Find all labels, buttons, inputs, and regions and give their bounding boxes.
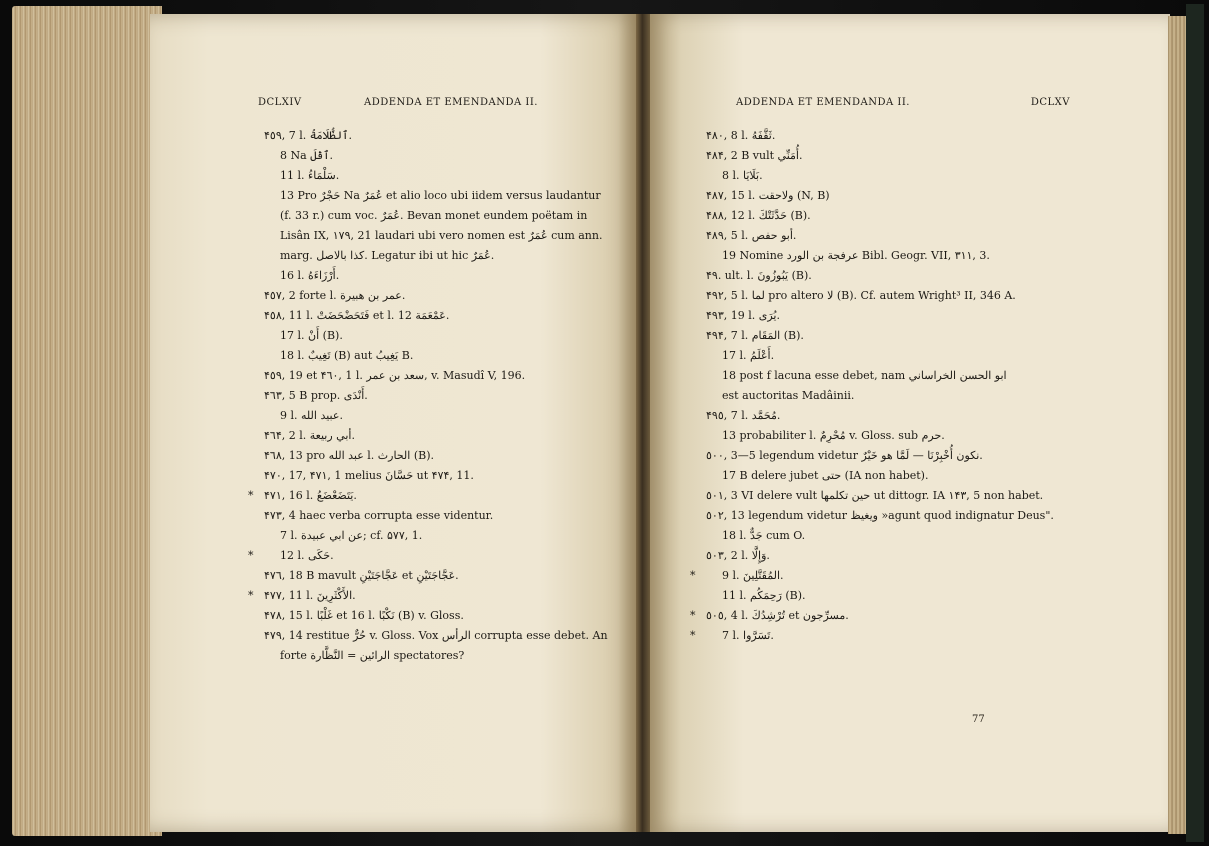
entry-text: 11 l. سَلْمَاءُ.	[280, 169, 340, 182]
left-page-edges	[12, 6, 162, 836]
entry-line	[690, 606, 1070, 626]
entry-line	[700, 406, 1070, 426]
entry-line	[700, 266, 1070, 286]
entry-line	[700, 326, 1070, 346]
entry-line	[700, 246, 1070, 266]
entry-text: 9 l. عبيد الله.	[280, 409, 343, 422]
entry-text: 18 l. جَدٌّ cum O.	[722, 529, 806, 542]
entry-text: ۴۷۳, 4 haec verba corrupta esse videntur.	[264, 509, 494, 522]
entry-line	[258, 146, 620, 166]
entry-line	[700, 526, 1070, 546]
entry-line	[258, 206, 620, 226]
entry-line	[700, 286, 1070, 306]
entry-line	[700, 366, 1070, 386]
entry-text: ۴۸۸, 12 l. حَدَّثَتْكَ (B).	[706, 209, 811, 222]
entry-line	[700, 206, 1070, 226]
entry-text: 13 probabiliter l. مُحْرِمٌ v. Gloss. sub حرم.	[722, 429, 945, 442]
book-gutter	[636, 14, 650, 832]
entry-line	[258, 346, 620, 366]
entry-text: 7 l. عن ابي عبيدة; cf. ۵۷۷, 1.	[280, 529, 423, 542]
entry-text: 13 Pro حَجْرٌ Na عُمَرٌ et alio loco ubi iidem versus laudantur	[280, 189, 601, 202]
entry-line	[248, 486, 620, 506]
entry-line	[258, 406, 620, 426]
asterisk-mark: *	[690, 629, 696, 642]
left-folio: DCLXIV	[258, 97, 302, 108]
entry-text: ۴۹۴, 7 l. المَقَام (B).	[706, 329, 804, 342]
right-running-head: ADDENDA ET EMENDANDA II.	[736, 97, 910, 108]
entry-text: 18 l. تَغِيبٌ (B) aut يَغِيبُ B.	[280, 349, 414, 362]
entry-text: 16 l. أَرْزَاءَهُ.	[280, 269, 340, 282]
entry-text: est auctoritas Madâinii.	[722, 389, 855, 402]
entry-line	[258, 326, 620, 346]
entry-text: 18 post f lacuna esse debet, nam ابو الحسن الخراساني	[722, 369, 1007, 382]
entry-line	[700, 506, 1070, 526]
entry-line	[248, 586, 620, 606]
right-entry-list	[690, 126, 1070, 646]
entry-text: 11 l. رَحِمَكُم (B).	[722, 589, 806, 602]
asterisk-mark: *	[690, 609, 696, 622]
book-cover-edge	[1186, 4, 1204, 842]
entry-text: 8 Na ٱقْلَ.	[280, 149, 334, 162]
entry-line	[258, 286, 620, 306]
entry-text: ۴۷۸, 15 l. غَلْبًا et 16 l. نَكْبًا (B) v. Gloss.	[264, 609, 464, 622]
right-page-text	[690, 96, 1070, 646]
entry-line	[690, 566, 1070, 586]
entry-line	[258, 226, 620, 246]
page-number: 77	[972, 714, 985, 725]
entry-text: ۴٦۴, 2 l. أبي ربيعة.	[264, 429, 355, 442]
entry-line	[700, 186, 1070, 206]
entry-line	[700, 446, 1070, 466]
entry-line	[690, 626, 1070, 646]
entry-line	[258, 126, 620, 146]
entry-line	[258, 266, 620, 286]
entry-line	[700, 306, 1070, 326]
right-running-header	[700, 96, 1070, 110]
entry-text: 17 l. أَعْلَمُ.	[722, 349, 775, 362]
entry-text: 7 l. تَسَرَّوا.	[722, 629, 774, 642]
entry-text: (f. 33 r.) cum voc. عُمَرٌ. Bevan monet eundem poëtam in	[280, 209, 588, 222]
entry-line	[700, 546, 1070, 566]
entry-line	[700, 486, 1070, 506]
entry-text: ٥۰۲, 13 legendum videtur ويغيظ »agunt quod indignatur Deus".	[706, 509, 1054, 522]
entry-text: ۴٦۳, 5 B prop. أَنْدَى.	[264, 389, 368, 402]
entry-line	[258, 246, 620, 266]
entry-text: ۴۷۱, 16 l. يَتَضَعْضَعُ.	[264, 489, 357, 502]
asterisk-mark: *	[248, 589, 254, 602]
entry-line	[700, 346, 1070, 366]
left-page-text	[248, 96, 620, 666]
entry-text: forte الرائين = النَّظَّارة spectatores?	[280, 649, 465, 662]
entry-text: ٥۰۰, 3—5 legendum videtur نكون أُخْبِرْنَا — لَمَّا هو خَيْرٌ.	[706, 449, 983, 462]
entry-text: ۴٥۹, 19 et ۴٦۰, 1 l. سعد بن عمر, v. Masudî V, 196.	[264, 369, 526, 382]
entry-text: 19 Nomine عرفجة بن الورد Bibl. Geogr. VII, ۳۱۱, 3.	[722, 249, 990, 262]
entry-line	[258, 386, 620, 406]
entry-line	[258, 366, 620, 386]
entry-text: Lisân IX, ۱۷۹, 21 laudari ubi vero nomen est عُمَرٌ cum ann.	[280, 229, 603, 242]
entry-text: ۴۸۰, 8 l. ثَقَّفَهُ.	[706, 129, 776, 142]
entry-text: ۴٦۸, 13 pro عبد الله l. الحارث (B).	[264, 449, 434, 462]
right-folio: DCLXV	[1030, 97, 1070, 108]
entry-text: ۴۹٥, 7 l. مُحَمَّد.	[706, 409, 781, 422]
entry-text: 9 l. المُقَتَّلِينَ.	[722, 569, 784, 582]
entry-text: ۴٥۸, 11 l. فَتَحَضْحَضَتْ et l. 12 عَمْعَمَة.	[264, 309, 450, 322]
entry-text: ۴۷۹, 14 restitue حُرٌّ v. Gloss. Vox الرأس corrupta esse debet. An	[264, 629, 608, 642]
entry-text: ۴۸۴, 2 B vult أُمَنِّي.	[706, 149, 803, 162]
entry-text: ۴٥۷, 2 forte l. عمر بن هبيرة.	[264, 289, 406, 302]
entry-line	[258, 186, 620, 206]
entry-line	[248, 546, 620, 566]
entry-line	[258, 606, 620, 626]
entry-line	[258, 506, 620, 526]
entry-line	[258, 466, 620, 486]
entry-line	[700, 586, 1070, 606]
entry-text: ۴۸۷, 15 l. ولاحقت (N, B)	[706, 189, 830, 202]
entry-text: ۴٥۹, 7 l. ٱلظُّلَامَةُ.	[264, 129, 352, 142]
entry-line	[700, 466, 1070, 486]
left-running-head: ADDENDA ET EMENDANDA II.	[364, 97, 538, 108]
entry-text: 17 B delere jubet حتى (IA non habet).	[722, 469, 929, 482]
entry-text: ٥۰۳, 2 l. وَإِلَّا.	[706, 549, 770, 562]
entry-line	[258, 626, 620, 646]
entry-line	[258, 426, 620, 446]
entry-text: ۴۷٦, 18 B mavult عَجَّاجَتَيْنِ et عَجَّاجَتَيْنِ.	[264, 569, 459, 582]
entry-text: ٥۰٥, 4 l. تُرْشِدُكَ et مسرِّجون.	[706, 609, 849, 622]
entry-text: marg. كذا بالاصل. Legatur ibi ut hic عُمَرٌ.	[280, 249, 495, 262]
entry-text: 8 l. بَلَايَا.	[722, 169, 763, 182]
entry-text: 17 l. أَنْ (B).	[280, 329, 343, 342]
entry-text: ۴۷۷, 11 l. الأَكْثَرِينَ.	[264, 589, 356, 602]
entry-text: ۴۹۳, 19 l. يُرَى.	[706, 309, 780, 322]
entry-line	[258, 526, 620, 546]
asterisk-mark: *	[248, 549, 254, 562]
entry-text: ۴۹۲, 5 l. لما pro altero لا (B). Cf. autem Wright³ II, 346 A.	[706, 289, 1016, 302]
entry-text: ۴۹. ult. l. يَبُوزُونَ (B).	[706, 269, 812, 282]
entry-line	[258, 446, 620, 466]
entry-text: ۴۸۹, 5 l. أبو حفص.	[706, 229, 797, 242]
entry-line	[258, 646, 620, 666]
entry-line	[700, 426, 1070, 446]
left-entry-list	[248, 126, 620, 666]
entry-line	[700, 126, 1070, 146]
entry-line	[258, 306, 620, 326]
entry-text: 12 l. حَكَى.	[280, 549, 334, 562]
entry-line	[258, 166, 620, 186]
asterisk-mark: *	[690, 569, 696, 582]
entry-text: ٥۰۱, 3 VI delere vult حين تكلمها ut dittogr. IA ۱۴۳, 5 non habet.	[706, 489, 1044, 502]
entry-line	[700, 226, 1070, 246]
asterisk-mark: *	[248, 489, 254, 502]
entry-line	[258, 566, 620, 586]
left-running-header	[258, 96, 620, 110]
entry-line	[700, 166, 1070, 186]
entry-line	[700, 386, 1070, 406]
entry-line	[700, 146, 1070, 166]
entry-text: ۴۷۰, 17, ۴۷۱, 1 melius حَسَّانَ ut ۴۷۴, 11.	[264, 469, 474, 482]
